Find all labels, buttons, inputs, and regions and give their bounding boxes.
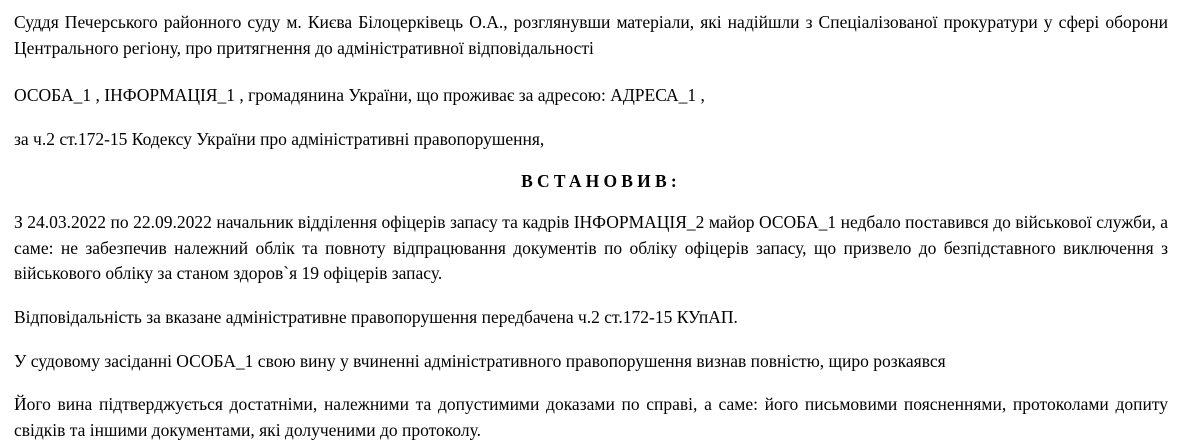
paragraph-article: за ч.2 ст.172-15 Кодексу України про адміністративні правопорушення, [14,129,545,150]
paragraph-intro: Суддя Печерського районного суду м. Києва Білоцерківець О.А., розглянувши матеріали, які надійшли з Спеціалізованої прокуратури у сфері оборони Центрального регіону, про притягнення до адміністративної відповідальності [14,12,1168,58]
section-heading-established: ВСТАНОВИВ: [521,170,681,191]
paragraph-hearing: У судовому засіданні ОСОБА_1 свою вину у вчиненні адміністративного правопорушення визнав повністю, щиро розкаявся [14,350,946,371]
paragraph-evidence: Його вина підтверджується достатніми, належними та допустимими доказами по справі, а саме: його письмовими поясненнями, протоколами допиту свідків та іншими документами, які долученими до протоколу. [14,394,1168,441]
paragraph-person: ОСОБА_1 , ІНФОРМАЦІЯ_1 , громадянина України, що проживає за адресою: АДРЕСА_1 , [14,85,705,106]
paragraph-facts: З 24.03.2022 по 22.09.2022 начальник відділення офіцерів запасу та кадрів ІНФОРМАЦІЯ_2 майор ОСОБА_1 недбало поставився до військової служби, а саме: не забезпечив належний облік та повноту відпрацювання документів по обліку офіцерів запасу, що призвело до безпідставного виключення з військового обліку за станом здоров`я 19 офіцерів запасу. [14,211,1168,284]
paragraph-liability: Відповідальність за вказане адміністративне правопорушення передбачена ч.2 ст.172-15 КУпАП. [14,307,738,328]
